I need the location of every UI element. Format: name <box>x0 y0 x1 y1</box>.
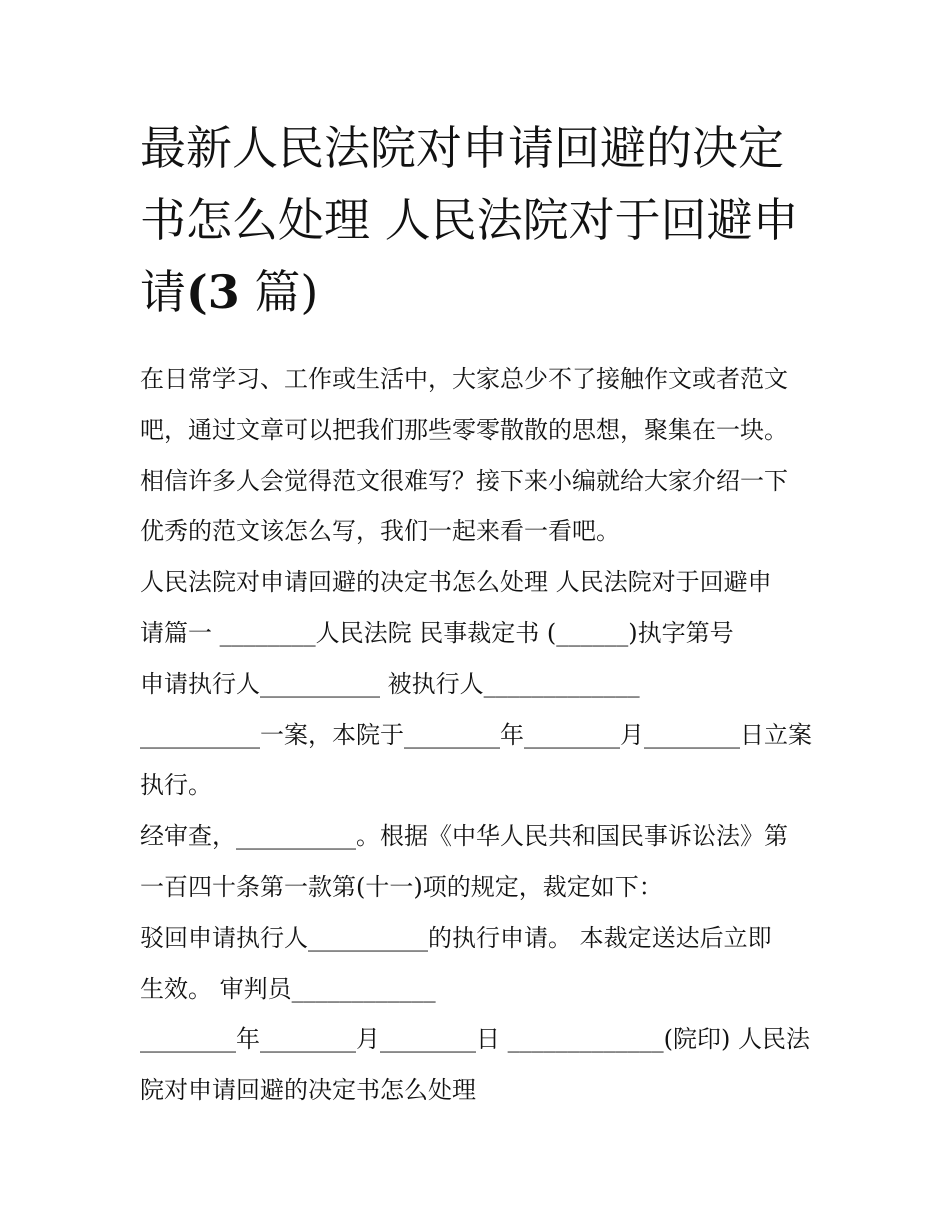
body-line: 吧，通过文章可以把我们那些零零散散的思想，聚集在一块。 <box>140 416 788 444</box>
body-line: 驳回申请执行人__________的执行申请。 本裁定送达后立即 <box>140 924 772 952</box>
body-line: 申请执行人__________ 被执行人_____________ <box>140 670 640 698</box>
body-line: 执行。 <box>140 771 212 799</box>
body-line: 生效。 审判员____________ <box>140 975 436 1003</box>
body-line: 人民法院对申请回避的决定书怎么处理 人民法院对于回避申 <box>140 568 772 596</box>
body-line: 经审查，__________。根据《中华人民共和国民事诉讼法》第 <box>140 822 788 850</box>
body-line: 相信许多人会觉得范文很难写？接下来小编就给大家介绍一下 <box>140 467 788 495</box>
title-text: 最新人民法院对申请回避的决定书怎么处理 人民法院对于回避申请 <box>140 121 799 319</box>
body-line: 院对申请回避的决定书怎么处理 <box>140 1076 476 1104</box>
body-line: __________一案，本院于________年________月________日立案 <box>140 721 812 749</box>
body-line: 一百四十条第一款第(十一)项的规定，裁定如下： <box>140 873 663 901</box>
document-title <box>140 112 820 328</box>
body-line: 在日常学习、工作或生活中，大家总少不了接触作文或者范文 <box>140 365 788 393</box>
title-count-number: (3 <box>186 265 240 319</box>
body-line: 优秀的范文该怎么写，我们一起来看一看吧。 <box>140 517 620 545</box>
body-line: 请篇一 ________人民法院 民事裁定书 (______)执字第号 <box>140 619 734 647</box>
title-count-suffix: 篇) <box>239 265 319 319</box>
body-line: ________年________月________日 _____________(院印) 人民法 <box>140 1025 810 1053</box>
